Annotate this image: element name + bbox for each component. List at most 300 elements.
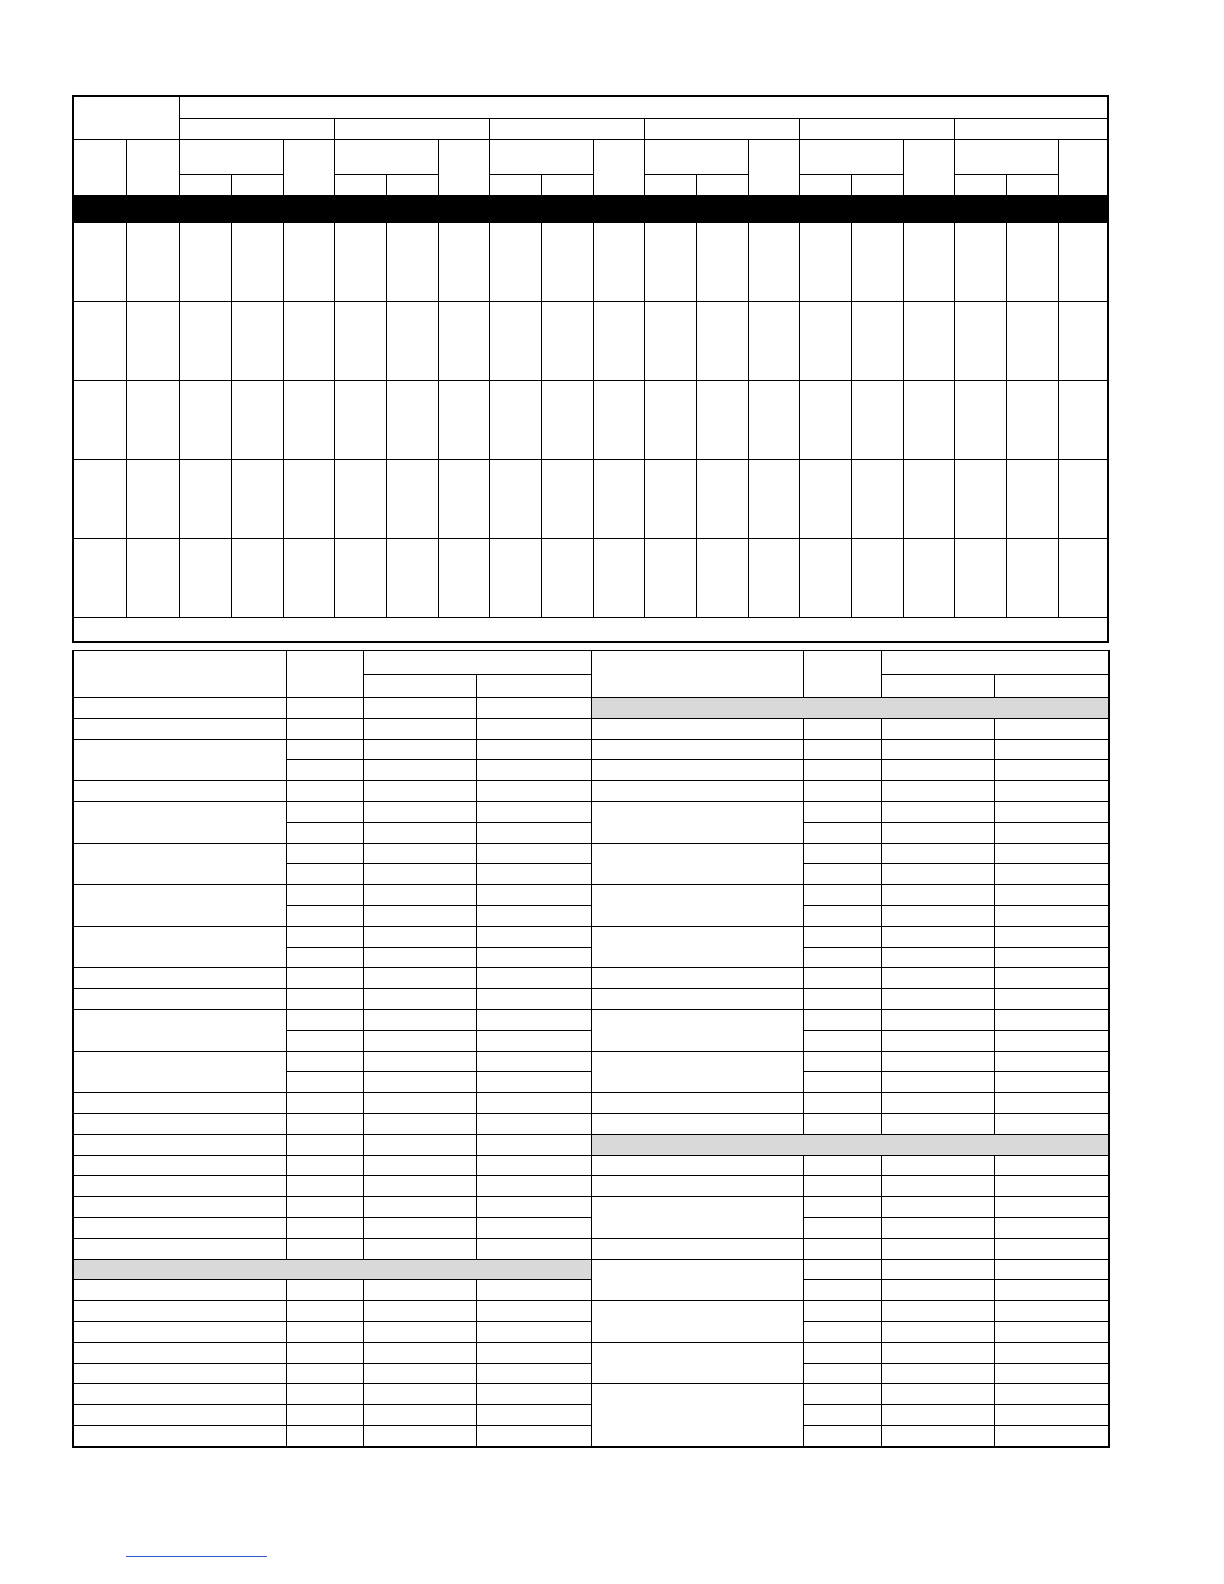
- input-cell[interactable]: [231, 223, 283, 302]
- cell[interactable]: [803, 1217, 881, 1238]
- cell[interactable]: [286, 718, 363, 739]
- input-cell[interactable]: [386, 460, 438, 539]
- input-cell[interactable]: [73, 302, 126, 381]
- cell[interactable]: [803, 926, 881, 947]
- cell[interactable]: [286, 822, 363, 843]
- cell[interactable]: [994, 947, 1109, 968]
- cell[interactable]: [476, 1363, 591, 1384]
- cell[interactable]: [994, 1113, 1109, 1134]
- cell[interactable]: [476, 885, 591, 906]
- cell[interactable]: [286, 1051, 363, 1072]
- cell[interactable]: [803, 864, 881, 885]
- input-cell[interactable]: [593, 223, 644, 302]
- input-cell[interactable]: [283, 302, 334, 381]
- cell[interactable]: [476, 1405, 591, 1426]
- input-cell[interactable]: [851, 223, 903, 302]
- cell[interactable]: [476, 1321, 591, 1342]
- cell[interactable]: [363, 1030, 476, 1051]
- cell[interactable]: [994, 968, 1109, 989]
- cell[interactable]: [881, 1176, 994, 1197]
- cell[interactable]: [994, 864, 1109, 885]
- cell[interactable]: [363, 1155, 476, 1176]
- cell[interactable]: [476, 1217, 591, 1238]
- cell[interactable]: [73, 1197, 286, 1218]
- cell[interactable]: [286, 885, 363, 906]
- cell[interactable]: [476, 1072, 591, 1093]
- cell[interactable]: [73, 1321, 286, 1342]
- input-cell[interactable]: [283, 381, 334, 460]
- cell[interactable]: [881, 864, 994, 885]
- cell[interactable]: [476, 801, 591, 822]
- cell[interactable]: [363, 968, 476, 989]
- cell[interactable]: [73, 1301, 286, 1322]
- cell[interactable]: [803, 1113, 881, 1134]
- cell[interactable]: [803, 1425, 881, 1446]
- cell[interactable]: [803, 1155, 881, 1176]
- cell[interactable]: [363, 1342, 476, 1363]
- merged-label-cell[interactable]: [591, 885, 803, 927]
- input-cell[interactable]: [126, 302, 179, 381]
- cell[interactable]: [363, 698, 476, 719]
- cell[interactable]: [286, 760, 363, 781]
- cell[interactable]: [881, 947, 994, 968]
- cell[interactable]: [591, 781, 803, 802]
- cell[interactable]: [476, 698, 591, 719]
- cell[interactable]: [286, 1405, 363, 1426]
- input-cell[interactable]: [438, 381, 489, 460]
- input-cell[interactable]: [283, 539, 334, 618]
- cell[interactable]: [591, 760, 803, 781]
- cell[interactable]: [994, 1155, 1109, 1176]
- input-cell[interactable]: [386, 223, 438, 302]
- input-cell[interactable]: [593, 460, 644, 539]
- cell[interactable]: [994, 1093, 1109, 1114]
- input-cell[interactable]: [179, 302, 231, 381]
- input-cell[interactable]: [231, 539, 283, 618]
- cell[interactable]: [994, 1405, 1109, 1426]
- cell[interactable]: [803, 1009, 881, 1030]
- cell[interactable]: [803, 1280, 881, 1301]
- cell[interactable]: [881, 989, 994, 1010]
- input-cell[interactable]: [1058, 460, 1108, 539]
- input-cell[interactable]: [541, 460, 593, 539]
- cell[interactable]: [994, 1217, 1109, 1238]
- input-cell[interactable]: [851, 539, 903, 618]
- cell[interactable]: [994, 989, 1109, 1010]
- cell[interactable]: [881, 1301, 994, 1322]
- input-cell[interactable]: [851, 460, 903, 539]
- input-cell[interactable]: [73, 539, 126, 618]
- merged-label-cell[interactable]: [591, 1384, 803, 1447]
- input-cell[interactable]: [748, 460, 799, 539]
- cell[interactable]: [476, 1280, 591, 1301]
- input-cell[interactable]: [541, 539, 593, 618]
- cell[interactable]: [994, 718, 1109, 739]
- cell[interactable]: [994, 760, 1109, 781]
- input-cell[interactable]: [179, 381, 231, 460]
- cell[interactable]: [881, 1259, 994, 1280]
- input-cell[interactable]: [73, 460, 126, 539]
- cell[interactable]: [286, 801, 363, 822]
- input-cell[interactable]: [1058, 539, 1108, 618]
- cell[interactable]: [994, 739, 1109, 760]
- cell[interactable]: [73, 1342, 286, 1363]
- cell[interactable]: [476, 1134, 591, 1155]
- input-cell[interactable]: [541, 381, 593, 460]
- input-cell[interactable]: [644, 381, 696, 460]
- cell[interactable]: [994, 1072, 1109, 1093]
- cell[interactable]: [881, 885, 994, 906]
- cell[interactable]: [803, 1405, 881, 1426]
- cell[interactable]: [363, 1363, 476, 1384]
- input-cell[interactable]: [593, 381, 644, 460]
- cell[interactable]: [881, 843, 994, 864]
- cell[interactable]: [363, 739, 476, 760]
- cell[interactable]: [476, 1009, 591, 1030]
- cell[interactable]: [994, 1238, 1109, 1259]
- cell[interactable]: [73, 781, 286, 802]
- cell[interactable]: [73, 1405, 286, 1426]
- cell[interactable]: [881, 1155, 994, 1176]
- merged-label-cell[interactable]: [591, 1259, 803, 1301]
- cell[interactable]: [363, 1425, 476, 1446]
- cell[interactable]: [286, 1301, 363, 1322]
- cell[interactable]: [73, 1425, 286, 1446]
- cell[interactable]: [363, 1280, 476, 1301]
- cell[interactable]: [994, 822, 1109, 843]
- cell[interactable]: [476, 926, 591, 947]
- cell[interactable]: [363, 1301, 476, 1322]
- merged-label-cell[interactable]: [73, 885, 286, 927]
- cell[interactable]: [591, 1238, 803, 1259]
- cell[interactable]: [881, 968, 994, 989]
- cell[interactable]: [73, 1280, 286, 1301]
- cell[interactable]: [803, 843, 881, 864]
- cell[interactable]: [363, 926, 476, 947]
- cell[interactable]: [73, 1113, 286, 1134]
- input-cell[interactable]: [126, 460, 179, 539]
- input-cell[interactable]: [903, 460, 954, 539]
- merged-label-cell[interactable]: [73, 1009, 286, 1051]
- cell[interactable]: [286, 1093, 363, 1114]
- cell[interactable]: [994, 1363, 1109, 1384]
- cell[interactable]: [363, 1238, 476, 1259]
- cell[interactable]: [363, 760, 476, 781]
- cell[interactable]: [363, 1176, 476, 1197]
- cell[interactable]: [803, 718, 881, 739]
- input-cell[interactable]: [954, 223, 1006, 302]
- cell[interactable]: [881, 1363, 994, 1384]
- cell[interactable]: [803, 801, 881, 822]
- cell[interactable]: [73, 1363, 286, 1384]
- cell[interactable]: [994, 1321, 1109, 1342]
- cell[interactable]: [881, 1009, 994, 1030]
- cell[interactable]: [73, 1155, 286, 1176]
- cell[interactable]: [994, 1384, 1109, 1405]
- cell[interactable]: [286, 1238, 363, 1259]
- input-cell[interactable]: [696, 302, 748, 381]
- cell[interactable]: [73, 968, 286, 989]
- cell[interactable]: [363, 1405, 476, 1426]
- cell[interactable]: [286, 989, 363, 1010]
- input-cell[interactable]: [696, 539, 748, 618]
- input-cell[interactable]: [748, 223, 799, 302]
- input-cell[interactable]: [954, 381, 1006, 460]
- footer-link-underline[interactable]: [126, 1556, 267, 1557]
- cell[interactable]: [803, 1342, 881, 1363]
- cell[interactable]: [881, 1384, 994, 1405]
- input-cell[interactable]: [438, 223, 489, 302]
- cell[interactable]: [73, 1384, 286, 1405]
- cell[interactable]: [476, 718, 591, 739]
- input-cell[interactable]: [1058, 223, 1108, 302]
- input-cell[interactable]: [799, 539, 851, 618]
- input-cell[interactable]: [179, 539, 231, 618]
- merged-label-cell[interactable]: [591, 801, 803, 843]
- input-cell[interactable]: [386, 302, 438, 381]
- input-cell[interactable]: [851, 302, 903, 381]
- cell[interactable]: [994, 801, 1109, 822]
- cell[interactable]: [476, 1155, 591, 1176]
- cell[interactable]: [881, 1197, 994, 1218]
- merged-label-cell[interactable]: [591, 1301, 803, 1343]
- input-cell[interactable]: [799, 381, 851, 460]
- cell[interactable]: [881, 926, 994, 947]
- input-cell[interactable]: [126, 223, 179, 302]
- cell[interactable]: [591, 1176, 803, 1197]
- cell[interactable]: [803, 1197, 881, 1218]
- merged-label-cell[interactable]: [591, 926, 803, 968]
- cell[interactable]: [286, 1342, 363, 1363]
- cell[interactable]: [476, 1384, 591, 1405]
- merged-label-cell[interactable]: [73, 739, 286, 781]
- input-cell[interactable]: [334, 539, 386, 618]
- merged-label-cell[interactable]: [591, 843, 803, 885]
- input-cell[interactable]: [541, 302, 593, 381]
- cell[interactable]: [286, 1009, 363, 1030]
- cell[interactable]: [476, 1030, 591, 1051]
- input-cell[interactable]: [696, 381, 748, 460]
- input-cell[interactable]: [489, 381, 541, 460]
- cell[interactable]: [803, 1051, 881, 1072]
- cell[interactable]: [286, 1134, 363, 1155]
- cell[interactable]: [286, 1217, 363, 1238]
- cell[interactable]: [73, 989, 286, 1010]
- cell[interactable]: [591, 968, 803, 989]
- cell[interactable]: [363, 1321, 476, 1342]
- input-cell[interactable]: [1006, 460, 1058, 539]
- cell[interactable]: [363, 905, 476, 926]
- cell[interactable]: [476, 822, 591, 843]
- input-cell[interactable]: [954, 539, 1006, 618]
- cell[interactable]: [803, 1259, 881, 1280]
- cell[interactable]: [591, 1113, 803, 1134]
- input-cell[interactable]: [1006, 223, 1058, 302]
- cell[interactable]: [286, 698, 363, 719]
- cell[interactable]: [286, 1321, 363, 1342]
- cell[interactable]: [73, 1176, 286, 1197]
- input-cell[interactable]: [126, 381, 179, 460]
- cell[interactable]: [363, 801, 476, 822]
- cell[interactable]: [476, 1176, 591, 1197]
- cell[interactable]: [881, 1072, 994, 1093]
- cell[interactable]: [803, 968, 881, 989]
- cell[interactable]: [476, 905, 591, 926]
- input-cell[interactable]: [334, 302, 386, 381]
- cell[interactable]: [363, 1113, 476, 1134]
- cell[interactable]: [803, 822, 881, 843]
- cell[interactable]: [881, 1113, 994, 1134]
- cell[interactable]: [994, 1051, 1109, 1072]
- input-cell[interactable]: [644, 460, 696, 539]
- cell[interactable]: [286, 1176, 363, 1197]
- cell[interactable]: [286, 781, 363, 802]
- input-cell[interactable]: [231, 460, 283, 539]
- cell[interactable]: [476, 947, 591, 968]
- cell[interactable]: [994, 1009, 1109, 1030]
- cell[interactable]: [476, 760, 591, 781]
- input-cell[interactable]: [438, 460, 489, 539]
- cell[interactable]: [476, 843, 591, 864]
- input-cell[interactable]: [799, 302, 851, 381]
- cell[interactable]: [363, 1197, 476, 1218]
- input-cell[interactable]: [799, 460, 851, 539]
- cell[interactable]: [363, 1093, 476, 1114]
- input-cell[interactable]: [799, 223, 851, 302]
- input-cell[interactable]: [903, 539, 954, 618]
- cell[interactable]: [73, 1238, 286, 1259]
- input-cell[interactable]: [438, 539, 489, 618]
- cell[interactable]: [286, 1425, 363, 1446]
- cell[interactable]: [286, 739, 363, 760]
- input-cell[interactable]: [283, 223, 334, 302]
- cell[interactable]: [363, 1134, 476, 1155]
- cell[interactable]: [994, 1259, 1109, 1280]
- cell[interactable]: [881, 760, 994, 781]
- cell[interactable]: [881, 1030, 994, 1051]
- cell[interactable]: [286, 843, 363, 864]
- cell[interactable]: [803, 1093, 881, 1114]
- cell[interactable]: [803, 1176, 881, 1197]
- cell[interactable]: [994, 885, 1109, 906]
- cell[interactable]: [286, 1197, 363, 1218]
- cell[interactable]: [881, 1342, 994, 1363]
- cell[interactable]: [286, 1384, 363, 1405]
- input-cell[interactable]: [644, 539, 696, 618]
- cell[interactable]: [994, 843, 1109, 864]
- input-cell[interactable]: [386, 381, 438, 460]
- cell[interactable]: [363, 718, 476, 739]
- cell[interactable]: [803, 989, 881, 1010]
- cell[interactable]: [881, 1321, 994, 1342]
- cell[interactable]: [803, 1072, 881, 1093]
- input-cell[interactable]: [334, 381, 386, 460]
- input-cell[interactable]: [334, 223, 386, 302]
- cell[interactable]: [73, 1093, 286, 1114]
- input-cell[interactable]: [231, 302, 283, 381]
- cell[interactable]: [363, 843, 476, 864]
- cell[interactable]: [476, 1301, 591, 1322]
- input-cell[interactable]: [748, 381, 799, 460]
- input-cell[interactable]: [1058, 381, 1108, 460]
- cell[interactable]: [286, 968, 363, 989]
- input-cell[interactable]: [748, 539, 799, 618]
- merged-label-cell[interactable]: [591, 1051, 803, 1093]
- cell[interactable]: [363, 885, 476, 906]
- cell[interactable]: [803, 1238, 881, 1259]
- merged-label-cell[interactable]: [73, 801, 286, 843]
- cell[interactable]: [803, 781, 881, 802]
- cell[interactable]: [994, 1176, 1109, 1197]
- merged-label-cell[interactable]: [73, 843, 286, 885]
- cell[interactable]: [476, 989, 591, 1010]
- cell[interactable]: [476, 1197, 591, 1218]
- input-cell[interactable]: [489, 460, 541, 539]
- cell[interactable]: [476, 1113, 591, 1134]
- input-cell[interactable]: [541, 223, 593, 302]
- input-cell[interactable]: [903, 302, 954, 381]
- input-cell[interactable]: [489, 223, 541, 302]
- cell[interactable]: [881, 905, 994, 926]
- cell[interactable]: [286, 864, 363, 885]
- input-cell[interactable]: [334, 460, 386, 539]
- cell[interactable]: [73, 698, 286, 719]
- input-cell[interactable]: [438, 302, 489, 381]
- cell[interactable]: [73, 1217, 286, 1238]
- cell[interactable]: [73, 1134, 286, 1155]
- cell[interactable]: [591, 718, 803, 739]
- cell[interactable]: [881, 1051, 994, 1072]
- input-cell[interactable]: [73, 381, 126, 460]
- cell[interactable]: [803, 1321, 881, 1342]
- input-cell[interactable]: [1006, 381, 1058, 460]
- input-cell[interactable]: [748, 302, 799, 381]
- input-cell[interactable]: [954, 302, 1006, 381]
- input-cell[interactable]: [696, 223, 748, 302]
- cell[interactable]: [803, 739, 881, 760]
- cell[interactable]: [476, 864, 591, 885]
- cell[interactable]: [803, 885, 881, 906]
- cell[interactable]: [476, 968, 591, 989]
- cell[interactable]: [881, 1238, 994, 1259]
- input-cell[interactable]: [644, 223, 696, 302]
- cell[interactable]: [363, 1217, 476, 1238]
- cell[interactable]: [476, 1051, 591, 1072]
- input-cell[interactable]: [1006, 302, 1058, 381]
- cell[interactable]: [994, 1342, 1109, 1363]
- cell[interactable]: [476, 1425, 591, 1446]
- input-cell[interactable]: [593, 539, 644, 618]
- cell[interactable]: [286, 1280, 363, 1301]
- merged-label-cell[interactable]: [73, 1051, 286, 1093]
- cell[interactable]: [881, 801, 994, 822]
- cell[interactable]: [881, 1217, 994, 1238]
- cell[interactable]: [363, 1384, 476, 1405]
- cell[interactable]: [994, 1197, 1109, 1218]
- input-cell[interactable]: [696, 460, 748, 539]
- input-cell[interactable]: [126, 539, 179, 618]
- merged-label-cell[interactable]: [591, 1197, 803, 1239]
- cell[interactable]: [363, 989, 476, 1010]
- input-cell[interactable]: [593, 302, 644, 381]
- merged-label-cell[interactable]: [591, 1342, 803, 1384]
- merged-label-cell[interactable]: [591, 1009, 803, 1051]
- cell[interactable]: [286, 926, 363, 947]
- cell[interactable]: [591, 1093, 803, 1114]
- cell[interactable]: [994, 905, 1109, 926]
- cell[interactable]: [803, 1384, 881, 1405]
- cell[interactable]: [286, 1113, 363, 1134]
